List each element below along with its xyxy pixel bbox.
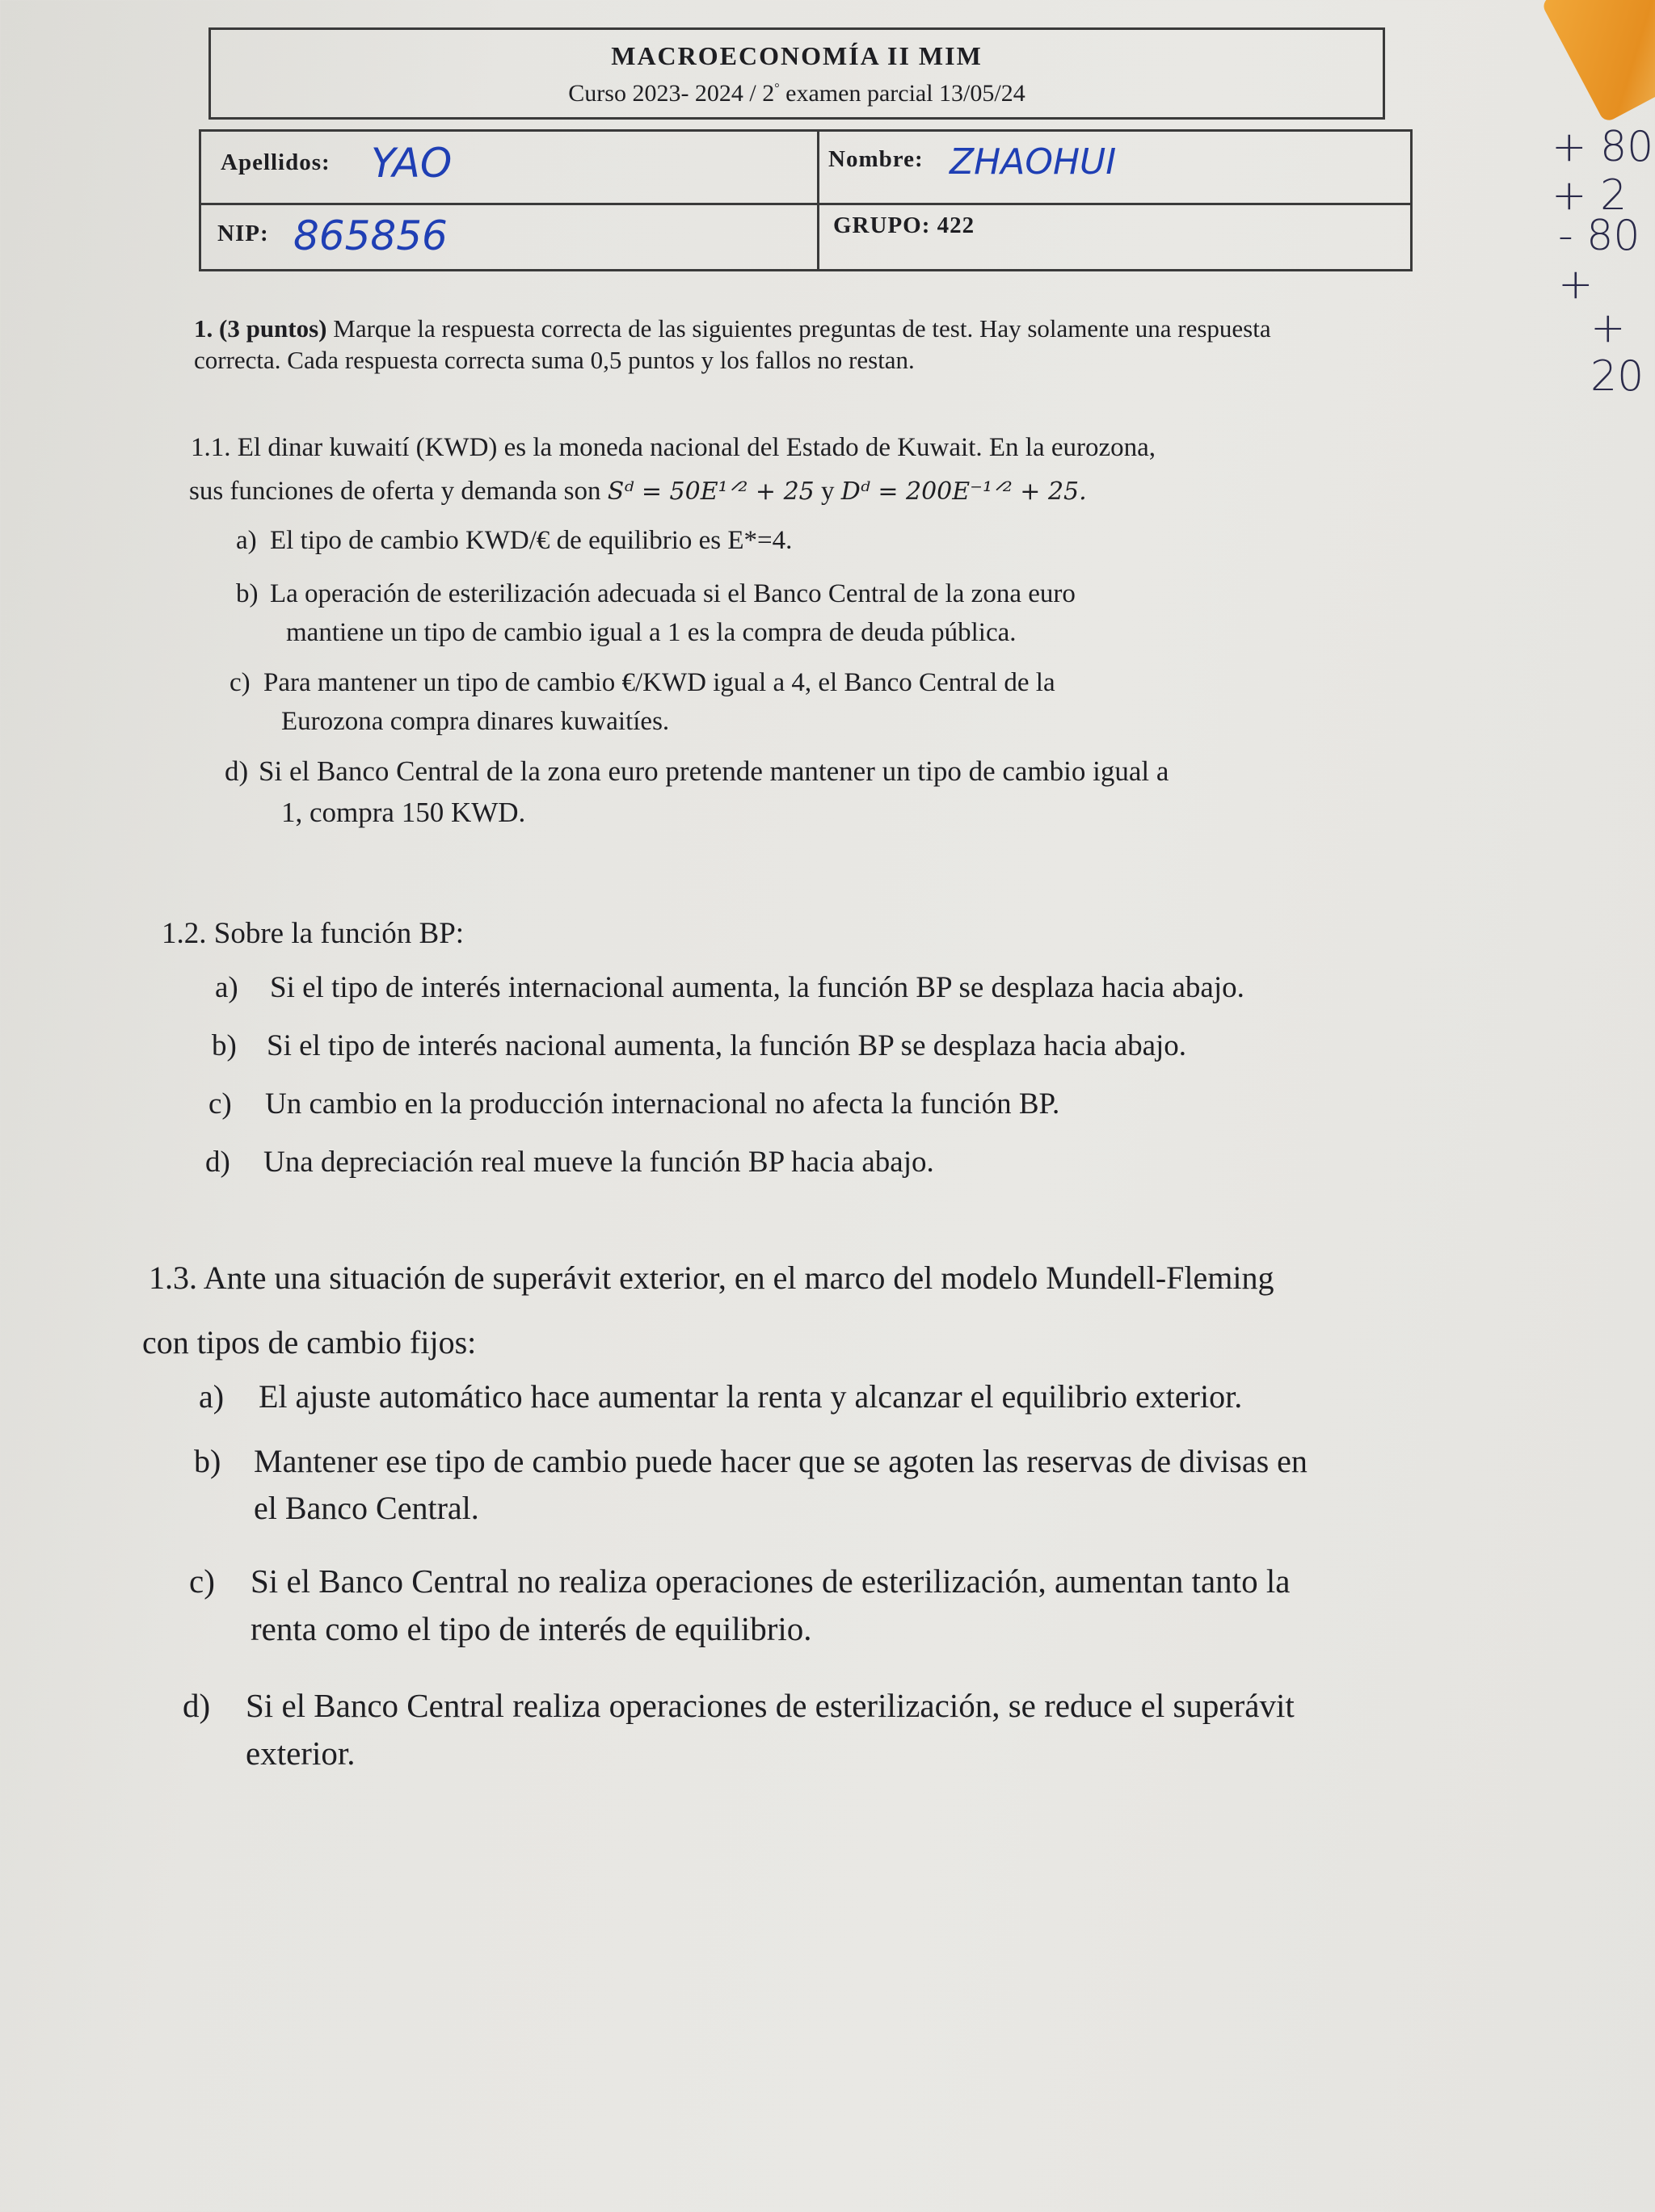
option-1-1-c[interactable]: c) Para mantener un tipo de cambio €/KWD igual a 4, el Banco Central de la Eurozona compra dinares kuwaitíes. [230, 668, 1055, 736]
exam-subtitle: Curso 2023- 2024 / 2° examen parcial 13/05/24 [568, 80, 1025, 107]
nombre-label: Nombre: [828, 146, 924, 172]
question-1-3-stem-line1: 1.3. Ante una situación de superávit exterior, en el marco del modelo Mundell-Fleming [149, 1259, 1274, 1296]
margin-note-3: + 20 [1590, 304, 1644, 401]
option-1-3-b[interactable]: b) Mantener ese tipo de cambio puede hacer que se agoten las reservas de divisas en el Banco Central. [194, 1443, 1308, 1526]
option-1-3-d[interactable]: d) Si el Banco Central realiza operaciones de esterilización, se reduce el superávit exterior. [183, 1687, 1295, 1773]
pencil-graphic [1540, 0, 1655, 124]
option-1-1-d[interactable]: d) Si el Banco Central de la zona euro pretende mantener un tipo de cambio igual a 1, compra 150 KWD. [225, 755, 1169, 828]
student-info-table [199, 129, 1413, 271]
exam-title: MACROECONOMÍA II MIM [611, 41, 983, 70]
option-1-3-a[interactable]: a) El ajuste automático hace aumentar la renta y alcanzar el equilibrio exterior. [199, 1378, 1243, 1415]
option-1-1-a[interactable]: a) El tipo de cambio KWD/€ de equilibrio es E*=4. [236, 526, 793, 555]
question-1-2-stem: 1.2. Sobre la función BP: [162, 917, 465, 950]
option-1-2-a[interactable]: a) Si el tipo de interés internacional aumenta, la función BP se desplaza hacia abajo. [215, 971, 1244, 1004]
option-1-2-b[interactable]: b) Si el tipo de interés nacional aumenta, la función BP se desplaza hacia abajo. [212, 1029, 1187, 1062]
table-divider-horizontal [201, 203, 1410, 205]
margin-note-1: + 80 + 2 [1552, 123, 1654, 220]
question-1-1-stem-line1: 1.1. El dinar kuwaití (KWD) es la moneda nacional del Estado de Kuwait. En la eurozona, [191, 433, 1156, 462]
option-1-3-c[interactable]: c) Si el Banco Central no realiza operaciones de esterilización, aumentan tanto la renta como el tipo de interés de equilibrio. [189, 1562, 1291, 1648]
apellidos-label: Apellidos: [221, 149, 331, 175]
nip-label: NIP: [217, 221, 269, 246]
option-1-2-d[interactable]: d) Una depreciación real mueve la función BP hacia abajo. [205, 1146, 934, 1179]
demand-formula: Dᵈ = 200E⁻¹ᐟ² + 25. [840, 477, 1087, 506]
question-1-1-stem-line2: sus funciones de oferta y demanda son Sᵈ = 50E¹ᐟ² + 25 y Dᵈ = 200E⁻¹ᐟ² + 25. [189, 477, 1087, 506]
nip-value: 865856 [293, 212, 448, 259]
exam-title-box [208, 27, 1385, 120]
option-1-1-b[interactable]: b) La operación de esterilización adecuada si el Banco Central de la zona euro mantiene un tipo de cambio igual a 1 es la compra de deuda pública. [236, 579, 1076, 647]
option-1-2-c[interactable]: c) Un cambio en la producción internacional no afecta la función BP. [208, 1087, 1060, 1121]
table-divider-vertical [817, 132, 819, 269]
nombre-value: ZHAOHUI [950, 141, 1117, 183]
margin-note-2: - 80 + [1558, 212, 1640, 309]
supply-formula: Sᵈ = 50E¹ᐟ² + 25 [607, 477, 815, 506]
grupo-label: GRUPO: 422 [833, 212, 975, 238]
apellidos-value: YAO [371, 140, 453, 187]
question-1-3-stem-line2: con tipos de cambio fijos: [142, 1324, 477, 1360]
question-intro: 1. (3 puntos) Marque la respuesta correcta de las siguientes preguntas de test. Hay solamente una respuesta correcta. Cada respuesta correcta suma 0,5 puntos y los fallos no restan. [194, 314, 1271, 374]
